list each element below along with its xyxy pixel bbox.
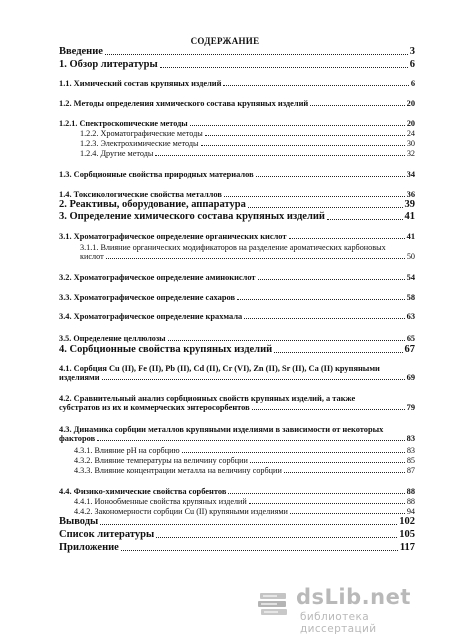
dot-leader: [284, 472, 405, 473]
dot-leader: [258, 279, 405, 280]
toc-entry-page: 32: [406, 149, 415, 158]
toc-entry-page: 83: [406, 446, 415, 455]
toc-entry-label: 2. Реактивы, оборудование, аппаратура: [59, 199, 246, 210]
toc-entry-label: 4.3. Динамика сорбции металлов крупяными изделиями в зависимости от некоторых: [59, 425, 384, 434]
dot-leader: [155, 155, 404, 156]
toc-entry-label: 3.1.1. Влияние органических модификаторов на разделение ароматических карбоновых: [80, 243, 386, 252]
dot-leader: [205, 135, 405, 136]
watermark: [256, 585, 436, 635]
toc-entry-label: 1. Обзор литературы: [59, 59, 158, 70]
toc-entry-page: 94: [406, 507, 415, 516]
toc-entry-3-2[interactable]: [59, 273, 415, 282]
dot-leader: [121, 550, 398, 551]
toc-entry-page: 20: [406, 99, 415, 108]
toc-entry-label: 3.1. Хроматографическое определение органических кислот: [59, 232, 287, 241]
page-title: СОДЕРЖАНИЕ: [190, 36, 260, 46]
toc-entry-chapter-1[interactable]: [59, 59, 415, 70]
toc-entry-label: 3.4. Хроматографическое определение крахмала: [59, 312, 243, 321]
dot-leader: [201, 145, 405, 146]
toc-entry-chapter-3[interactable]: [59, 211, 415, 222]
watermark-subtitle: библиотека диссертаций: [300, 611, 377, 635]
dot-leader: [106, 258, 405, 259]
watermark-logo: dsLib.net: [296, 585, 411, 609]
dot-leader: [105, 54, 408, 55]
toc-entry-4-3-1[interactable]: [74, 446, 415, 455]
toc-entry-3-3[interactable]: [59, 293, 415, 302]
toc-entry-3-1-1[interactable]: [80, 243, 415, 261]
toc-entry-page: 63: [406, 312, 415, 321]
toc-entry-1-3[interactable]: [59, 170, 415, 179]
dot-leader: [224, 196, 405, 197]
dot-leader: [182, 452, 405, 453]
toc-entry-1-2-3[interactable]: [80, 139, 415, 148]
toc-entry-3-4[interactable]: [59, 312, 415, 321]
toc-entry-1-2-2[interactable]: [80, 129, 415, 138]
toc-entry-page: 117: [399, 542, 415, 553]
dot-leader: [289, 238, 405, 239]
toc-entry-label: 4.4. Физико-химические свойства сорбентов: [59, 487, 227, 496]
toc-entry-label: 4.3.2. Влияние температуры на величину сорбции: [74, 456, 248, 465]
toc-entry-page: 88: [406, 497, 415, 506]
toc-entry-label-continued: субстратов из их и коммерческих энтеросорбентов: [59, 403, 250, 412]
toc-entry-label: 1.3. Сорбционные свойства природных материалов: [59, 170, 254, 179]
toc-entry-page: 88: [406, 487, 415, 496]
toc-entry-page: 65: [406, 334, 415, 343]
toc-entry-page: 85: [406, 456, 415, 465]
toc-entry-page: 67: [404, 344, 415, 355]
toc-entry-label: Приложение: [59, 542, 119, 553]
toc-entry-4-1[interactable]: [59, 364, 415, 382]
toc-entry-3-5[interactable]: [59, 334, 415, 343]
book-stack-icon: [256, 587, 290, 621]
toc-entry-page: 102: [399, 516, 415, 527]
toc-entry-label: 3.3. Хроматографическое определение сахаров: [59, 293, 235, 302]
toc-entry-page: 58: [406, 293, 415, 302]
dot-leader: [249, 503, 405, 504]
toc-entry-label: 1.4. Токсикологические свойства металлов: [59, 190, 222, 199]
dot-leader: [160, 67, 408, 68]
toc-entry-label: Список литературы: [59, 529, 155, 540]
dot-leader: [228, 493, 404, 494]
toc-entry-page: 24: [406, 129, 415, 138]
toc-entry-label: 1.1. Химический состав крупяных изделий: [59, 79, 222, 88]
toc-entry-4-2[interactable]: [59, 394, 415, 412]
toc-entry-1-4[interactable]: [59, 190, 415, 199]
dot-leader: [310, 105, 404, 106]
toc-entry-page: 54: [406, 273, 415, 282]
toc-entry-label: Выводы: [59, 516, 99, 527]
dot-leader: [250, 462, 405, 463]
toc-entry-page: 39: [404, 199, 415, 210]
toc-entry-label: 1.2. Методы определения химического состава крупяных изделий: [59, 99, 309, 108]
toc-entry-page: 69: [406, 373, 415, 382]
toc-entry-label: 4.3.3. Влияние концентрации металла на величину сорбции: [74, 466, 282, 475]
dot-leader: [237, 299, 405, 300]
toc-entry-page: 36: [406, 190, 415, 199]
toc-entry-label-continued: факторов: [59, 434, 96, 443]
toc-entry-4-3[interactable]: [59, 425, 415, 443]
toc-entry-label: 4.4.2. Закономерности сорбции Cu (II) крупяными изделиями: [74, 507, 288, 516]
dot-leader: [256, 176, 405, 177]
toc-entry-label: 1.2.1. Спектроскопические методы: [59, 119, 188, 128]
dot-leader: [290, 513, 405, 514]
dot-leader: [100, 524, 397, 525]
toc-entry-chapter-2[interactable]: [59, 199, 415, 210]
toc-entry-conclusions[interactable]: [59, 516, 415, 527]
toc-entry-4-4[interactable]: [59, 487, 415, 496]
toc-entry-label: 1.2.3. Электрохимические методы: [80, 139, 199, 148]
toc-entry-page: 30: [406, 139, 415, 148]
toc-entry-page: 41: [406, 232, 415, 241]
toc-entry-page: 105: [399, 529, 415, 540]
dot-leader: [223, 85, 408, 86]
toc-entry-page: 87: [406, 466, 415, 475]
toc-entry-page: 6: [409, 59, 415, 70]
dot-leader: [102, 379, 405, 380]
toc-entry-page: 34: [406, 170, 415, 179]
toc-entry-1-2-1[interactable]: [59, 119, 415, 128]
toc-entry-label: 4.4.1. Ионообменные свойства крупяных изделий: [74, 497, 247, 506]
toc-entry-label: 4. Сорбционные свойства крупяных изделий: [59, 344, 273, 355]
toc-entry-introduction[interactable]: [59, 46, 415, 57]
toc-entry-4-4-1[interactable]: [74, 497, 415, 506]
toc-entry-page: 3: [409, 46, 415, 57]
toc-entry-references[interactable]: [59, 529, 415, 540]
toc-entry-chapter-4[interactable]: [59, 344, 415, 355]
dot-leader: [190, 125, 405, 126]
dot-leader: [274, 352, 402, 353]
toc-entry-page: 79: [406, 403, 415, 412]
dot-leader: [252, 409, 405, 410]
toc-entry-label: 3.2. Хроматографическое определение аминокислот: [59, 273, 256, 282]
toc-entry-1-1[interactable]: [59, 79, 415, 88]
toc-entry-label: 3. Определение химического состава крупяных изделий: [59, 211, 325, 222]
toc-entry-label: 1.2.2. Хроматографические методы: [80, 129, 203, 138]
dot-leader: [168, 340, 405, 341]
toc-entry-page: 83: [406, 434, 415, 443]
dot-leader: [327, 219, 403, 220]
toc-entry-4-3-2[interactable]: [74, 456, 415, 465]
dot-leader: [248, 207, 403, 208]
toc-entry-label: 3.5. Определение целлюлозы: [59, 334, 166, 343]
toc-entry-label: 4.1. Сорбция Cu (II), Fe (II), Pb (II), Cd (II), Cr (VI), Zn (II), Sr (II), Ca (II) крупяными: [59, 364, 380, 373]
toc-entry-label: 4.3.1. Влияние pH на сорбцию: [74, 446, 180, 455]
toc-entry-page: 20: [406, 119, 415, 128]
toc-entry-1-2-4[interactable]: [80, 149, 415, 158]
toc-entry-1-2[interactable]: [59, 99, 415, 108]
toc-entry-label-continued: кислот: [80, 252, 104, 261]
toc-entry-page: 6: [410, 79, 415, 88]
toc-entry-3-1[interactable]: [59, 232, 415, 241]
toc-entry-label-continued: изделиями: [59, 373, 100, 382]
toc-entry-label: 4.2. Сравнительный анализ сорбционных свойств крупяных изделий, а также: [59, 394, 356, 403]
dot-leader: [156, 537, 397, 538]
toc-entry-page: 50: [406, 252, 415, 261]
toc-entry-label: 1.2.4. Другие методы: [80, 149, 154, 158]
toc-entry-label: Введение: [59, 46, 103, 57]
dot-leader: [97, 440, 404, 441]
dot-leader: [244, 318, 404, 319]
toc-entry-4-4-2[interactable]: [74, 507, 415, 516]
toc-entry-page: 41: [404, 211, 415, 222]
toc-entry-appendix[interactable]: [59, 542, 415, 553]
toc-entry-4-3-3[interactable]: [74, 466, 415, 475]
